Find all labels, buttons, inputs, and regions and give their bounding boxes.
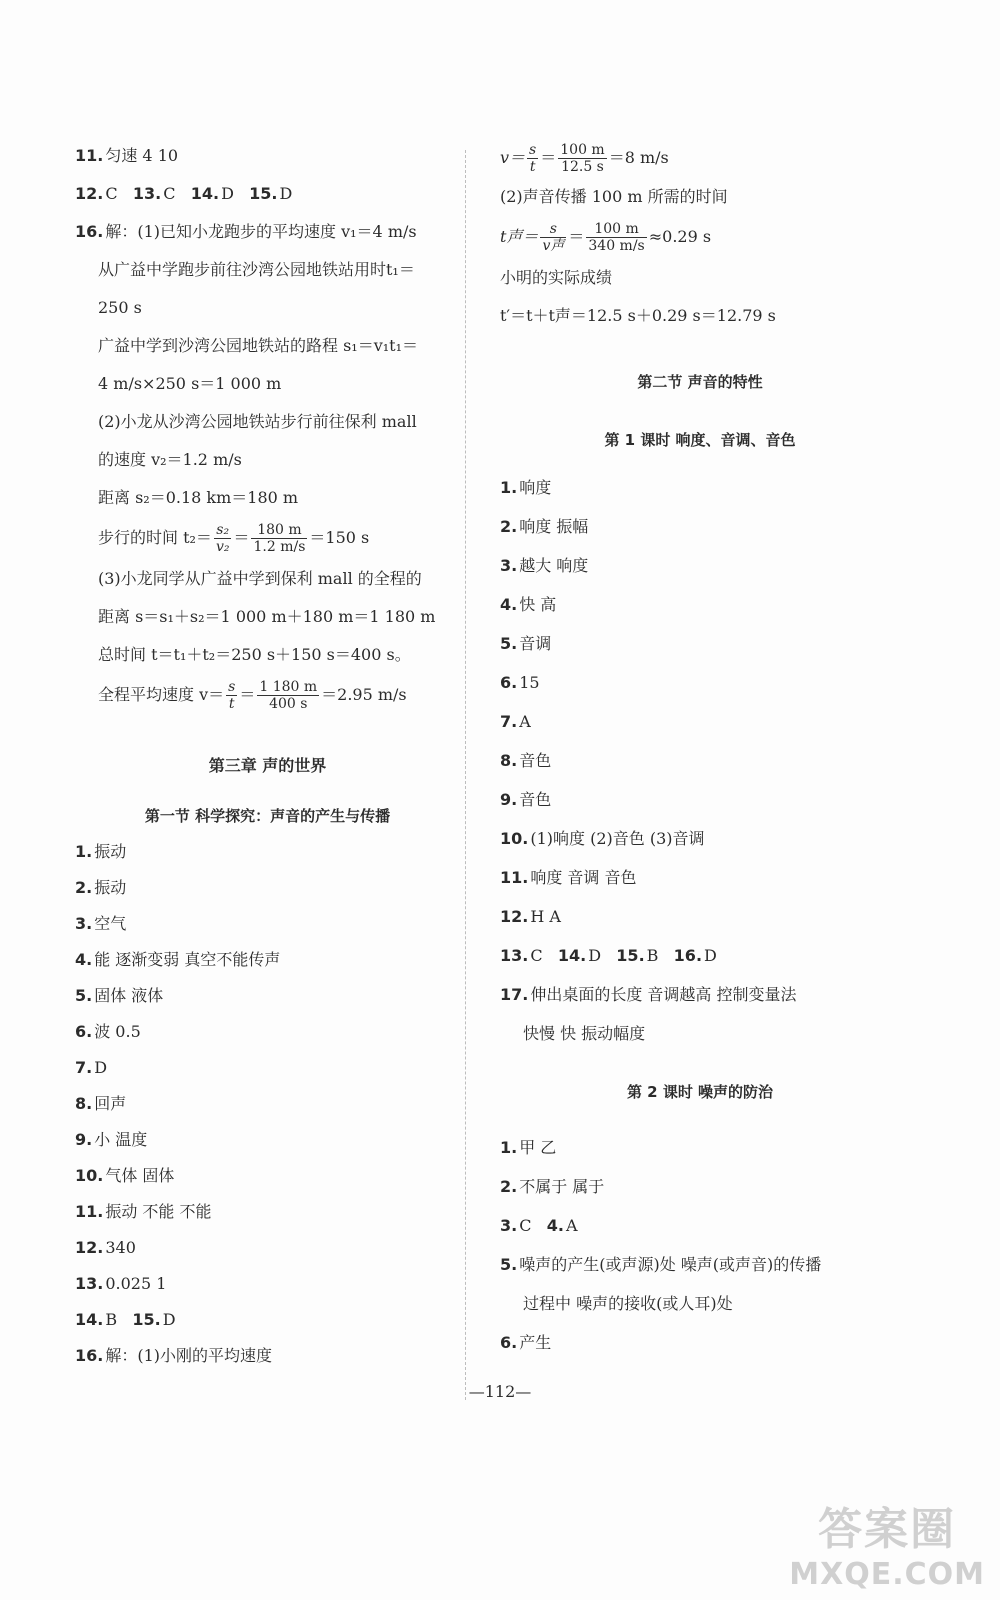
answer-5-line1: 5. 噪声的产生(或声源)处 噪声(或声音)的传播 xyxy=(500,1255,822,1274)
sound-time-formula: t声＝ $\frac{s}{\text{v声}}$ ＝ $\frac{100 m}{340 m/s}$ ≈0.29 s xyxy=(500,221,712,254)
list-item: 11. 振动 不能 不能 xyxy=(75,1202,212,1221)
list-item: 9. 音色 xyxy=(500,790,552,809)
speed-formula: v＝ $\frac{s}{t}$ ＝ $\frac{100 m}{12.5 s}$ ＝8 m/s xyxy=(500,142,669,175)
answer-12-15: 12. C 13. C 14. D 15. D xyxy=(75,184,293,203)
chapter-title: 第三章 声的世界 xyxy=(208,756,327,775)
page-number: —112— xyxy=(468,1382,532,1401)
column-divider xyxy=(465,150,466,1400)
list-item: 5. 音调 xyxy=(500,634,552,653)
list-item: 8. 回声 xyxy=(75,1094,127,1113)
sound-time-text: (2)声音传播 100 m 所需的时间 xyxy=(500,187,728,206)
answer-3-4: 3. C 4. A xyxy=(500,1216,578,1235)
answer-16-line9: 步行的时间 t₂＝ $\frac{\text{s₂}}{\text{v₂}}$ ＝ $\frac{180 m}{1.2 m/s}$ ＝150 s xyxy=(98,522,370,555)
list-item: 1. 甲 乙 xyxy=(500,1138,557,1157)
list-item: 3. 空气 xyxy=(75,914,127,933)
answer-17-line1: 17. 伸出桌面的长度 音调越高 控制变量法 xyxy=(500,985,797,1004)
watermark-logo: 答案圈 MXQE.COM xyxy=(789,1504,985,1592)
answer-5-line2: 过程中 噪声的接收(或人耳)处 xyxy=(523,1294,733,1313)
list-item: 5. 固体 液体 xyxy=(75,986,164,1005)
lesson-title-2: 第 2 课时 噪声的防治 xyxy=(626,1083,774,1101)
section-title-2: 第二节 声音的特性 xyxy=(637,373,763,391)
list-item: 1. 振动 xyxy=(75,842,127,861)
list-item: 4. 快 高 xyxy=(500,595,557,614)
list-item: 12. 340 xyxy=(75,1238,136,1257)
answer-16-line13: 全程平均速度 v＝ $\frac{s}{t}$ ＝ $\frac{1 180 m}{400 s}$ ＝2.95 m/s xyxy=(98,679,407,712)
actual-score-formula: t′＝t＋t声＝12.5 s＋0.29 s＝12.79 s xyxy=(500,306,776,325)
fraction: $\frac{100 m}{12.5 s}$ xyxy=(560,142,605,175)
answer-16-line12: 总时间 t＝t₁＋t₂＝250 s＋150 s＝400 s。 xyxy=(98,645,411,664)
list-item: 6. 15 xyxy=(500,673,540,692)
lesson1-answer-list xyxy=(500,478,900,1044)
section-title-1: 第一节 科学探究：声音的产生与传播 xyxy=(144,807,391,825)
fraction: $\frac{180 m}{1.2 m/s}$ xyxy=(253,522,306,555)
list-item: 1. 响度 xyxy=(500,478,552,497)
list-item: 2. 不属于 属于 xyxy=(500,1177,605,1196)
list-item: 7. D xyxy=(75,1058,108,1077)
answer-6: 6. 产生 xyxy=(500,1333,552,1352)
fraction: $\frac{s}{t}$ xyxy=(529,142,537,175)
fraction: $\frac{s}{\text{v声}}$ xyxy=(542,221,565,254)
answer-16-line1: 16. 解：(1)已知小龙跑步的平均速度 v₁＝4 m/s xyxy=(75,222,417,241)
fraction: $\frac{100 m}{340 m/s}$ xyxy=(588,221,645,254)
list-item: 10. 气体 固体 xyxy=(75,1166,175,1185)
list-item: 12. H A xyxy=(500,907,561,926)
fraction: $\frac{\text{s₂}}{\text{v₂}}$ xyxy=(215,522,230,555)
answer-16-line2: 从广益中学跑步前往沙湾公园地铁站用时t₁＝ xyxy=(98,260,415,279)
answer-16-line11: 距离 s＝s₁＋s₂＝1 000 m＋180 m＝1 180 m xyxy=(98,607,436,626)
answer-16-line10: (3)小龙同学从广益中学到保利 mall 的全程的 xyxy=(98,569,422,588)
list-item: 4. 能 逐渐变弱 真空不能传声 xyxy=(75,950,281,969)
list-item: 10. (1)响度 (2)音色 (3)音调 xyxy=(500,829,705,848)
list-item: 13. 0.025 1 xyxy=(75,1274,167,1293)
answer-11: 11. 匀速 4 10 xyxy=(75,146,179,165)
answer-16-line6: (2)小龙从沙湾公园地铁站步行前往保利 mall xyxy=(98,412,417,431)
answer-13-16: 13. C 14. D 15. B 16. D xyxy=(500,946,717,965)
answer-16-line5: 4 m/s×250 s＝1 000 m xyxy=(98,374,282,393)
answer-16-line3: 250 s xyxy=(98,298,142,317)
list-item: 2. 振动 xyxy=(75,878,127,897)
lesson-title-1: 第 1 课时 响度、音调、音色 xyxy=(604,431,796,449)
right-column xyxy=(500,140,900,1353)
left-column xyxy=(75,140,460,1366)
list-item: 11. 响度 音调 音色 xyxy=(500,868,637,887)
answer-16-line7: 的速度 v₂＝1.2 m/s xyxy=(98,450,242,469)
fraction: $\frac{1 180 m}{400 s}$ xyxy=(259,679,318,712)
answer-14-15: 14. B 15. D xyxy=(75,1310,176,1329)
list-item: 3. 越大 响度 xyxy=(500,556,589,575)
list-item: 7. A xyxy=(500,712,531,731)
list-item: 8. 音色 xyxy=(500,751,552,770)
answer-16-line8: 距离 s₂＝0.18 km＝180 m xyxy=(98,488,299,507)
section1-answer-list xyxy=(75,842,460,1366)
answer-16-start: 16. 解：(1)小刚的平均速度 xyxy=(75,1346,273,1365)
list-item: 2. 响度 振幅 xyxy=(500,517,589,536)
list-item: 6. 波 0.5 xyxy=(75,1022,141,1041)
answer-16-line4: 广益中学到沙湾公园地铁站的路程 s₁＝v₁t₁＝ xyxy=(98,336,419,355)
answer-17-line2: 快慢 快 振动幅度 xyxy=(523,1024,646,1043)
fraction: $\frac{s}{t}$ xyxy=(228,679,236,712)
lesson2-answer-list xyxy=(500,1138,900,1353)
list-item: 9. 小 温度 xyxy=(75,1130,148,1149)
actual-score-text: 小明的实际成绩 xyxy=(500,268,613,287)
